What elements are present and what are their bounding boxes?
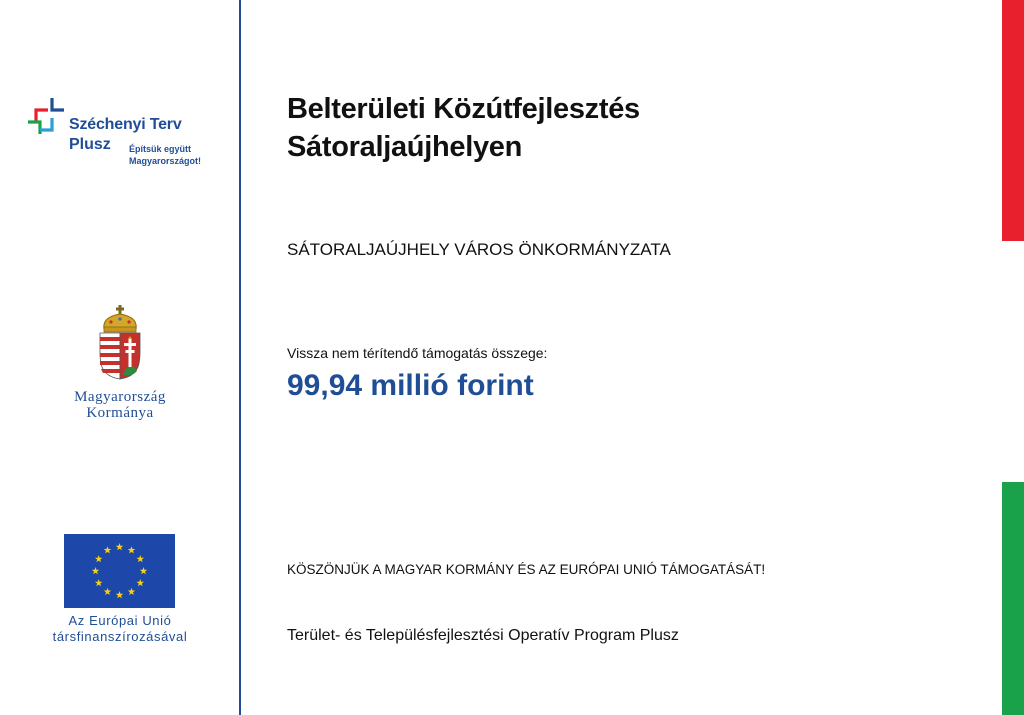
eu-line-1: Az Európai Unió xyxy=(68,613,172,628)
project-title-line-2: Sátoraljaújhelyen xyxy=(287,131,523,163)
grant-amount-label: Vissza nem térítendő támogatás összege: xyxy=(287,345,548,361)
szechenyi-tagline xyxy=(129,143,201,167)
government-line-2: Kormánya xyxy=(86,405,154,421)
hungarian-coat-of-arms-icon xyxy=(96,305,144,383)
flag-stripe-green xyxy=(1002,482,1024,715)
thanks-message: KÖSZÖNJÜK A MAGYAR KORMÁNY ÉS AZ EURÓPAI UNIÓ TÁMOGATÁSÁT! xyxy=(287,562,766,577)
szechenyi-name: Széchenyi Terv xyxy=(69,116,182,133)
beneficiary-name: SÁTORALJAÚJHELY VÁROS ÖNKORMÁNYZATA xyxy=(287,240,671,259)
szechenyi-tagline-1: Építsük együtt xyxy=(129,144,192,154)
program-name: Terület- és Településfejlesztési Operatív Program Plusz xyxy=(287,627,679,644)
government-line-1: Magyarország xyxy=(74,389,166,405)
szechenyi-plusz: Plusz xyxy=(69,136,111,153)
eu-flag-icon xyxy=(64,534,175,608)
government-name xyxy=(30,389,210,421)
vertical-divider xyxy=(239,0,241,715)
eu-line-2: társfinanszírozásával xyxy=(52,629,188,644)
project-title xyxy=(287,90,640,166)
grant-amount-value: 99,94 millió forint xyxy=(287,369,534,402)
eu-cofinancing-text xyxy=(30,613,210,645)
szechenyi-terv-plusz-logo xyxy=(26,96,226,176)
project-title-line-1: Belterületi Közútfejlesztés xyxy=(287,93,640,125)
szechenyi-tagline-2: Magyarországot! xyxy=(129,156,202,166)
szechenyi-plus-icon xyxy=(26,96,74,144)
flag-stripe-red xyxy=(1002,0,1024,241)
